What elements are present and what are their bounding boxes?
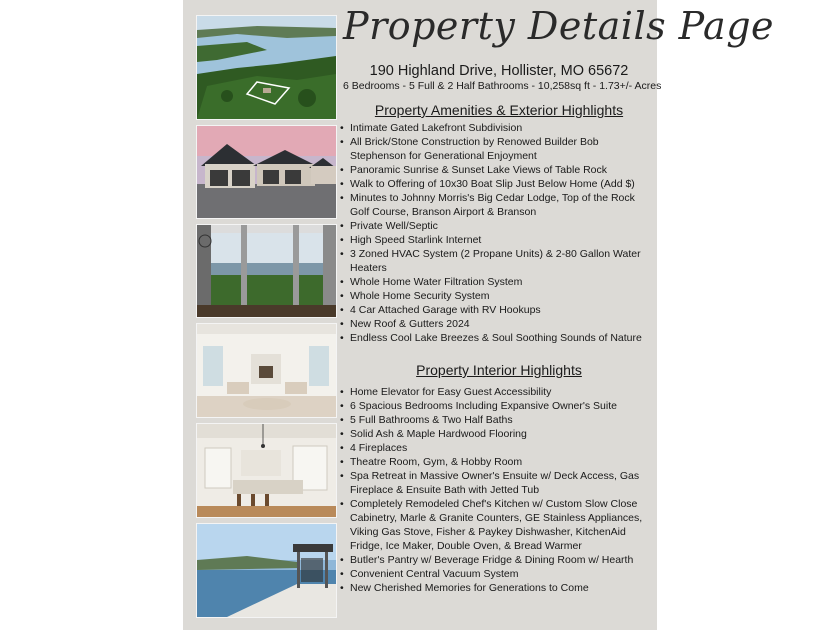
boat-dock-photo bbox=[196, 523, 337, 618]
interior-heading: Property Interior Highlights bbox=[416, 362, 582, 378]
property-address: 190 Highland Drive, Hollister, MO 65672 bbox=[369, 63, 629, 79]
interior-list bbox=[344, 385, 649, 595]
list-item: • 4 Car Attached Garage with RV Hookups bbox=[344, 303, 649, 317]
list-item: • Theatre Room, Gym, & Hobby Room bbox=[344, 455, 649, 469]
aerial-lake-photo bbox=[196, 15, 337, 120]
list-item: • Walk to Offering of 10x30 Boat Slip Just Below Home (Add $) bbox=[344, 177, 649, 191]
property-specs: 6 Bedrooms - 5 Full & 2 Half Bathrooms - 10,258sq ft - 1.73+/- Acres bbox=[343, 80, 662, 92]
living-room-photo bbox=[196, 323, 337, 418]
page-title: Property Details Page bbox=[343, 4, 775, 48]
list-item: • Spa Retreat in Massive Owner's Ensuite w/ Deck Access, Gas Fireplace & Ensuite Bath with Jetted Tub bbox=[344, 469, 649, 497]
property-flyer bbox=[183, 0, 775, 630]
list-item: • 3 Zoned HVAC System (2 Propane Units) & 2-80 Gallon Water Heaters bbox=[344, 247, 649, 275]
list-item: • All Brick/Stone Construction by Renowed Builder Bob Stephenson for Generational Enjoyment bbox=[344, 135, 649, 163]
list-item: • High Speed Starlink Internet bbox=[344, 233, 649, 247]
list-item: • Whole Home Water Filtration System bbox=[344, 275, 649, 289]
list-item: • Panoramic Sunrise & Sunset Lake Views of Table Rock bbox=[344, 163, 649, 177]
amenities-heading: Property Amenities & Exterior Highlights bbox=[374, 102, 624, 118]
amenities-list bbox=[344, 121, 649, 345]
list-item: • 6 Spacious Bedrooms Including Expansive Owner's Suite bbox=[344, 399, 649, 413]
house-exterior-photo bbox=[196, 125, 337, 219]
list-item: • Completely Remodeled Chef's Kitchen w/ Custom Slow Close Cabinetry, Marle & Granite Counters, GE Stainless Appliances, Viking Gas Stove, Fisher & Paykey Dishwasher, KitchenAid Fridge, Ice Maker, Double Oven, & Bread Warmer bbox=[344, 497, 649, 553]
list-item: • New Cherished Memories for Generations to Come bbox=[344, 581, 649, 595]
list-item: • New Roof & Gutters 2024 bbox=[344, 317, 649, 331]
list-item: • Solid Ash & Maple Hardwood Flooring bbox=[344, 427, 649, 441]
list-item: • Private Well/Septic bbox=[344, 219, 649, 233]
list-item: • Minutes to Johnny Morris's Big Cedar Lodge, Top of the Rock Golf Course, Branson Airport & Branson bbox=[344, 191, 649, 219]
list-item: • Whole Home Security System bbox=[344, 289, 649, 303]
list-item: • 5 Full Bathrooms & Two Half Baths bbox=[344, 413, 649, 427]
list-item: • Convenient Central Vacuum System bbox=[344, 567, 649, 581]
list-item: • Butler's Pantry w/ Beverage Fridge & Dining Room w/ Hearth bbox=[344, 553, 649, 567]
list-item: • Endless Cool Lake Breezes & Soul Soothing Sounds of Nature bbox=[344, 331, 649, 345]
kitchen-photo bbox=[196, 423, 337, 518]
window-lake-view-photo bbox=[196, 224, 337, 318]
list-item: • Intimate Gated Lakefront Subdivision bbox=[344, 121, 649, 135]
list-item: • 4 Fireplaces bbox=[344, 441, 649, 455]
list-item: • Home Elevator for Easy Guest Accessibility bbox=[344, 385, 649, 399]
